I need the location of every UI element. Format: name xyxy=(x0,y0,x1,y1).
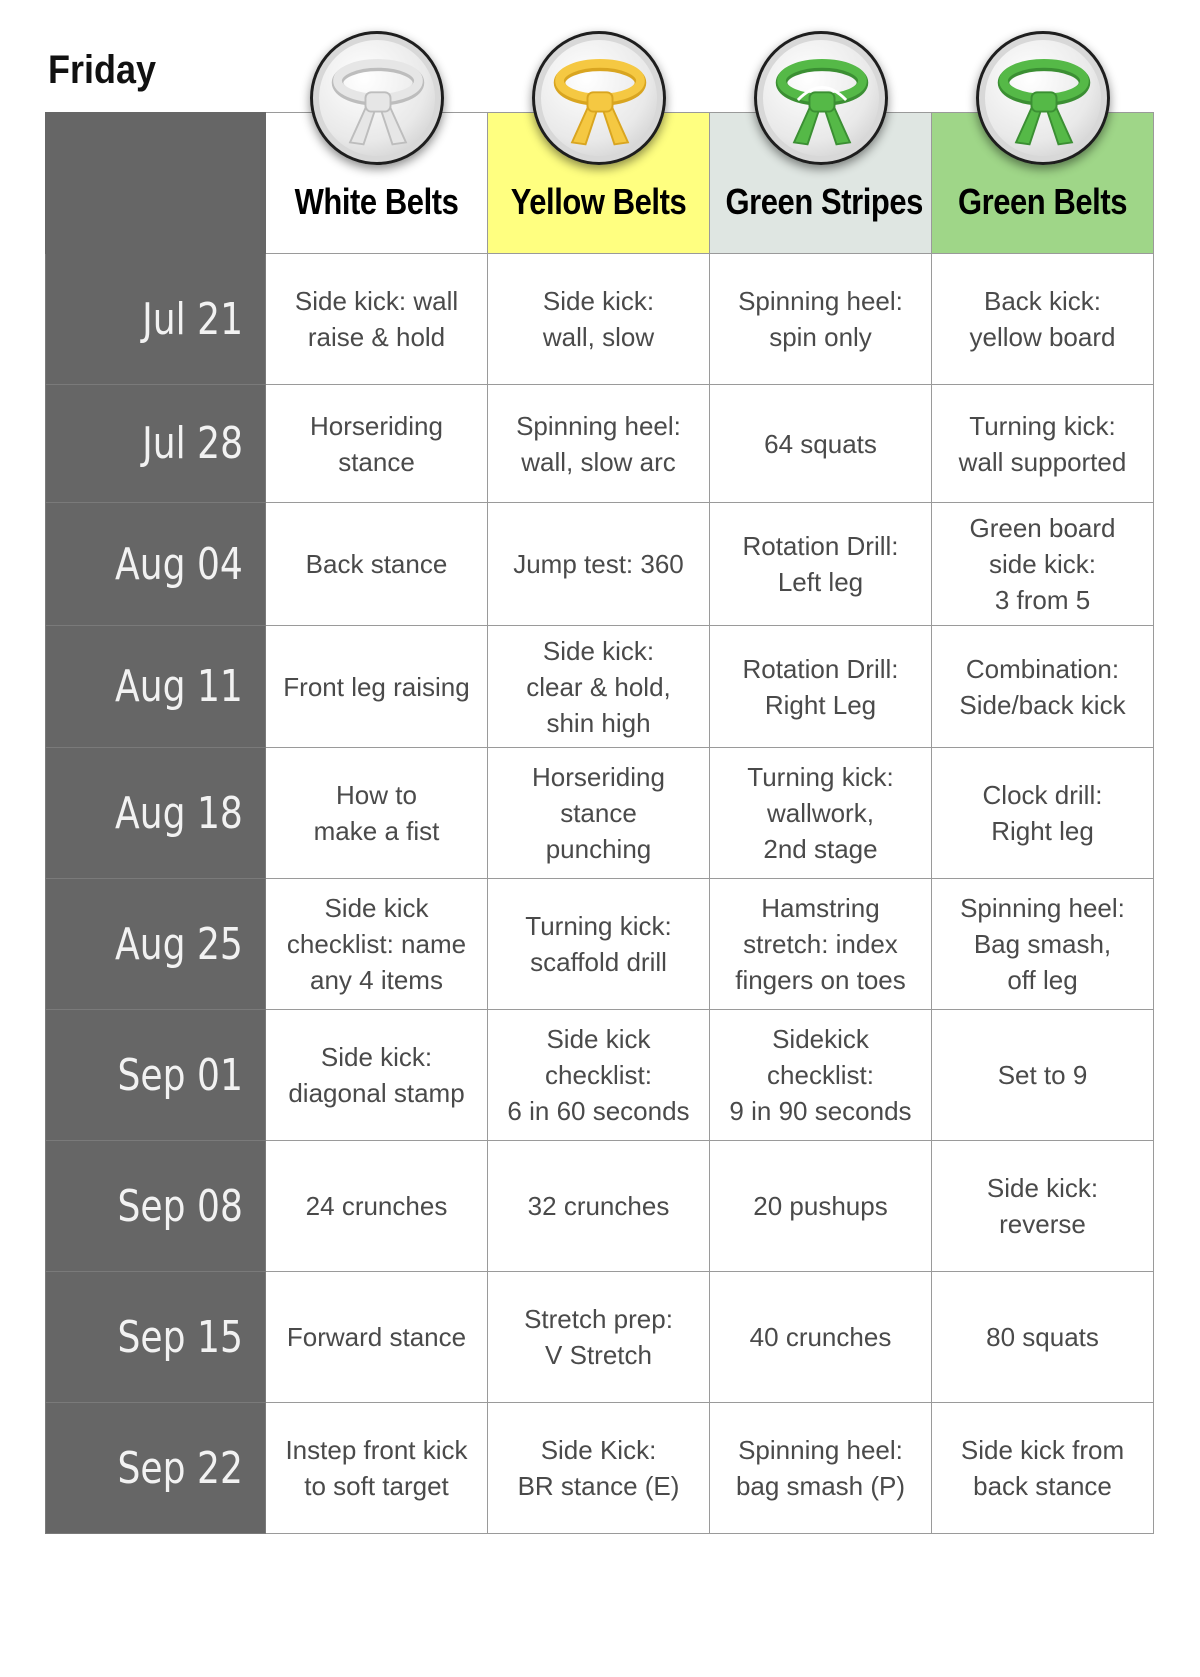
row-date xyxy=(46,748,266,879)
table-row xyxy=(46,748,1154,879)
belt-header-white xyxy=(266,113,488,254)
green-belt-icon xyxy=(976,31,1110,165)
activity-cell: Front leg raising xyxy=(266,626,488,748)
date-label: Aug 04 xyxy=(115,538,243,590)
activity-cell: Green board side kick: 3 from 5 xyxy=(932,503,1154,626)
row-date xyxy=(46,1141,266,1272)
date-label: Sep 22 xyxy=(117,1442,243,1494)
corner-cell xyxy=(46,113,266,254)
date-label: Aug 18 xyxy=(115,787,243,839)
activity-cell: Horseriding stance punching xyxy=(488,748,710,879)
belt-name: Green Stripes xyxy=(725,181,923,222)
date-label: Jul 21 xyxy=(142,293,243,345)
activity-cell: Spinning heel: spin only xyxy=(710,254,932,385)
table-row xyxy=(46,1403,1154,1534)
activity-cell: Turning kick: wall supported xyxy=(932,385,1154,503)
table-row xyxy=(46,626,1154,748)
activity-cell: Forward stance xyxy=(266,1272,488,1403)
date-label: Sep 15 xyxy=(117,1311,243,1363)
table-row xyxy=(46,879,1154,1010)
activity-cell: Stretch prep: V Stretch xyxy=(488,1272,710,1403)
table-row xyxy=(46,254,1154,385)
belt-name: Green Belts xyxy=(957,181,1128,222)
activity-cell: 64 squats xyxy=(710,385,932,503)
date-label: Sep 01 xyxy=(117,1049,243,1101)
activity-cell: Side kick checklist: 6 in 60 seconds xyxy=(488,1010,710,1141)
schedule-table xyxy=(45,112,1154,1534)
activity-cell: Hamstring stretch: index fingers on toes xyxy=(710,879,932,1010)
activity-cell: 80 squats xyxy=(932,1272,1154,1403)
row-date xyxy=(46,254,266,385)
belt-name: Yellow Belts xyxy=(510,181,687,222)
activity-cell: Side kick checklist: name any 4 items xyxy=(266,879,488,1010)
activity-cell: Set to 9 xyxy=(932,1010,1154,1141)
activity-cell: 20 pushups xyxy=(710,1141,932,1272)
table-row xyxy=(46,1141,1154,1272)
date-label: Aug 11 xyxy=(115,661,243,712)
activity-cell: Side kick: diagonal stamp xyxy=(266,1010,488,1141)
activity-cell: 24 crunches xyxy=(266,1141,488,1272)
activity-cell: Jump test: 360 xyxy=(488,503,710,626)
activity-cell: Turning kick: scaffold drill xyxy=(488,879,710,1010)
row-date xyxy=(46,1010,266,1141)
activity-cell: Horseriding stance xyxy=(266,385,488,503)
activity-cell: Sidekick checklist: 9 in 90 seconds xyxy=(710,1010,932,1141)
date-label: Aug 25 xyxy=(115,918,243,970)
date-label: Jul 28 xyxy=(142,418,243,469)
activity-cell: Side kick: wall raise & hold xyxy=(266,254,488,385)
white-belt-icon xyxy=(310,31,444,165)
activity-cell: Side kick: clear & hold, shin high xyxy=(488,626,710,748)
activity-cell: Spinning heel: wall, slow arc xyxy=(488,385,710,503)
table-row xyxy=(46,503,1154,626)
activity-cell: Back stance xyxy=(266,503,488,626)
activity-cell: How to make a fist xyxy=(266,748,488,879)
yellow-belt-icon xyxy=(532,31,666,165)
row-date xyxy=(46,626,266,748)
activity-cell: Combination: Side/back kick xyxy=(932,626,1154,748)
belt-header-yellow xyxy=(488,113,710,254)
row-date xyxy=(46,1403,266,1534)
row-date xyxy=(46,879,266,1010)
activity-cell: Side kick from back stance xyxy=(932,1403,1154,1534)
date-label: Sep 08 xyxy=(117,1180,243,1232)
day-title: Friday xyxy=(48,48,157,92)
row-date xyxy=(46,503,266,626)
activity-cell: Rotation Drill: Right Leg xyxy=(710,626,932,748)
activity-cell: Rotation Drill: Left leg xyxy=(710,503,932,626)
activity-cell: Spinning heel: bag smash (P) xyxy=(710,1403,932,1534)
activity-cell: Turning kick: wallwork, 2nd stage xyxy=(710,748,932,879)
activity-cell: Side kick: wall, slow xyxy=(488,254,710,385)
row-date xyxy=(46,1272,266,1403)
activity-cell: Side kick: reverse xyxy=(932,1141,1154,1272)
activity-cell: 32 crunches xyxy=(488,1141,710,1272)
row-date xyxy=(46,385,266,503)
activity-cell: Instep front kick to soft target xyxy=(266,1403,488,1534)
table-row xyxy=(46,1010,1154,1141)
activity-cell: 40 crunches xyxy=(710,1272,932,1403)
activity-cell: Back kick: yellow board xyxy=(932,254,1154,385)
belt-name: White Belts xyxy=(294,181,459,222)
activity-cell: Side Kick: BR stance (E) xyxy=(488,1403,710,1534)
belt-header-green xyxy=(932,113,1154,254)
belt-header-green-stripes xyxy=(710,113,932,254)
table-row xyxy=(46,385,1154,503)
activity-cell: Spinning heel: Bag smash, off leg xyxy=(932,879,1154,1010)
activity-cell: Clock drill: Right leg xyxy=(932,748,1154,879)
header-row xyxy=(46,113,1154,254)
green-stripe-belt-icon xyxy=(754,31,888,165)
table-row xyxy=(46,1272,1154,1403)
